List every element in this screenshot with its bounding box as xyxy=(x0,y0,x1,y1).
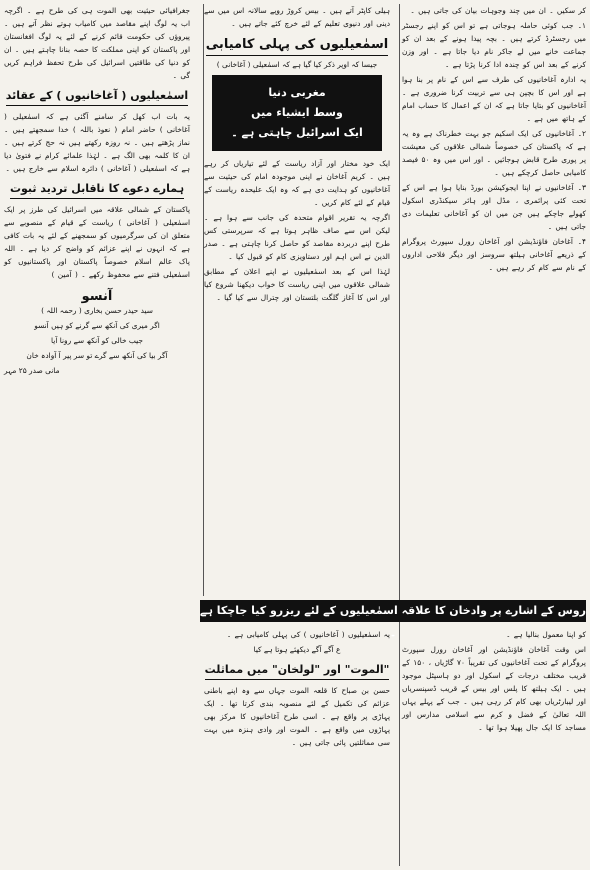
headline-text: ہمارے دعوے کا ناقابل تردید ثبوت xyxy=(10,181,184,199)
subheading-line: جیسا کہ اوپر ذکر کیا گیا ہے کہ اسمٰعیلی ( آغاخانی ) xyxy=(216,60,378,69)
poem-line: اگر میری کی آنکھ سے گرنے کو ہیں آنسو xyxy=(34,321,160,330)
column-divider xyxy=(399,4,400,866)
middle-column xyxy=(204,4,390,306)
paragraph: یہ بات اب کھل کر سامنے آگئی ہے کہ اسمٰعیلی ( آغاخانی ) حاضر امام ( نعوذ باللہ ) خدا سمجھتے ہیں ۔ نماز پڑھتے ہیں ۔ نہ روزہ رکھتے ہیں نہ حج کرتے ہیں ۔ ان کا کلمہ بھی الگ ہے ۔ لہٰذا علمائے کرام نے فتویٰ دیا ہے کہ اسمٰعیلی ( آغاخانی ) دائرہ اسلام سے خارج ہیں ۔ xyxy=(4,112,190,173)
paragraph: ۳۔ آغاخانیوں نے اپنا ایجوکیشن بورڈ بنایا ہوا ہے اس کے تحت کئی پرائمری ، مڈل اور ہائر سیکنڈری اسکول کھولے جاچکے ہیں جن میں ان کو آغاخانی تعلیمات دی جاتی ہیں ۔ xyxy=(402,183,586,231)
paragraph: ۱۔ جب کوئی حاملہ ہوجاتی ہے تو اس کو اپنے رجسٹر میں رجسٹرڈ کرتے ہیں ۔ بچہ پیدا ہونے کے بعد ان کو جماعت خانے میں لے جاکر نام دیا جاتا ہے ۔ اور وزن کرنے کے بعد اس کو چندہ ادا کرنا پڑتا ہے ۔ xyxy=(402,21,586,69)
poem-byline: سید حیدر حسن بخاری ( رحمہ اللہ ) xyxy=(41,306,153,315)
headline-text: "الموت" اور "لولخان" میں مماثلت xyxy=(205,662,390,680)
box-line: ایک اسرائیل چاہتی ہے ۔ xyxy=(231,126,363,139)
paragraph: ایک خود مختار اور آزاد ریاست کے لئے تیاریاں کر رہے ہیں ۔ کریم آغاخان نے اپنی موجودہ امام کی حیثیت سے آغاخانیوں کو ہدایت دی ہے کہ وہ ایک علیحدہ ریاست کے قیام کے لئے کام کریں ۔ xyxy=(204,159,390,207)
paragraph: لہٰذا اس کے بعد اسمٰعیلیوں نے اپنے اعلان کے مطابق شمالی علاقوں میں اپنی ریاست کا خواب دیکھنا شروع کیا اور اس کا آغاز گلگت بلتستان اور چترال سے کیا گیا ۔ xyxy=(204,267,390,302)
headline-text: اسمٰعیلیوں ( آغاخانیوں ) کے عقائد xyxy=(6,88,188,106)
middle-column-continuation xyxy=(204,628,390,751)
highlight-box xyxy=(212,75,382,151)
paragraph: کو اپنا معمول بنالیا ہے ۔ xyxy=(506,630,586,639)
paragraph: یہ ادارہ آغاخانیوں کی طرف سے اس کے نام پر بنا ہوا ہے اور اس کا بچپن ہی سے تربیت کرنا ضروری ہے ۔ آغاخانیوں کو بتایا جاتا ہے کہ ان کے اعمال کا حساب امام کے ہاتھ میں ہے ۔ xyxy=(402,75,586,123)
paragraph: ہیلی کاپٹر آتے ہیں ۔ بیس کروڑ روپے سالانہ اس میں سے دینی اور دنیوی تعلیم کے لئے خرچ کئے جاتے ہیں ۔ xyxy=(204,6,390,28)
right-column-continuation xyxy=(402,628,586,736)
poem-line: جیب خالی کو آنکھ سے رونا آیا xyxy=(51,336,143,345)
paragraph: کر سکیں ۔ ان میں چند وجوہات بیان کی جاتی ہیں ۔ xyxy=(410,6,586,15)
article-headline xyxy=(4,181,190,199)
verse-line: ع آگے آگے دیکھئے ہوتا ہے کیا xyxy=(253,645,341,654)
poem-title: آنسو xyxy=(81,289,113,304)
box-line: مغربی دنیا xyxy=(268,86,326,99)
paragraph: ۴۔ آغاخان فاؤنڈیشن اور آغاخان رورل سپورٹ پروگرام کے ذریعے آغاخانی ہیلتھ سروسز اور دیگر فلاحی اداروں کے نام سے کام کر رہے ہیں ۔ xyxy=(402,237,586,272)
box-line: وسط ایشیاء میں xyxy=(251,106,343,119)
paragraph: پاکستان کے شمالی علاقہ میں اسرائیل کی طرز پر ایک اسمٰعیلی ( آغاخانی ) ریاست کے قیام کے منصوبے سے متعلق ان کی سرگرمیوں کو سمجھنے کے لئے یہ بات کافی ہے کہ انہوں نے اپنے عزائم کو واضح کر دیا ہے ۔ اللہ پاک عالم اسلام خصوصاً پاکستان اور پاکستانیوں کو اسمٰعیلی فتنے سے محفوظ رکھے ۔ ( آمین ) xyxy=(4,205,190,279)
right-column xyxy=(402,4,586,276)
paragraph: یہ اسمٰعیلیوں ( آغاخانیوں ) کی پہلی کامیابی ہے ۔ xyxy=(226,630,390,639)
paragraph: ۲۔ آغاخانیوں کی ایک اسکیم جو بہت خطرناک ہے وہ یہ ہے کہ پاکستان کی خصوصاً شمالی علاقوں کی معیشت پر پوری طرح قابض ہوجائیں ۔ اور اس میں وہ ۵۰ فیصد کامیابی حاصل کرچکے ہیں ۔ xyxy=(402,129,586,177)
left-column xyxy=(4,4,190,382)
poem-line: آگر بیا کی آنکھ سے گرے تو سر پیر آ آوادہ خان xyxy=(26,351,168,360)
paragraph: جغرافیائی حیثیت بھی الموت ہی کی طرح ہے ۔ اگرچہ اب یہ لوگ اپنے مقاصد میں کامیاب ہوتے نظر آتے ہیں ۔ پیروؤں کی حکومت قائم کرنے کے لئے یہ لوگ افغانستان اور پاکستان کو اپنی مملکت کا حصہ بنانا چاہتے ہیں ۔ ان کو دنیا کی طاقتیں اسرائیل کی طرح تحفظ فراہم کریں گی ۔ xyxy=(4,6,190,80)
banner-headline: روس کے اشارے پر وادخان کا علاقہ اسمٰعیلیوں کے لئے ریزرو کیا جاچکا ہے ۔ xyxy=(200,600,586,622)
article-headline xyxy=(204,662,390,680)
article-headline xyxy=(204,36,390,56)
poem-signature: مانی صدر ۲۵ مہر xyxy=(4,366,60,375)
headline-text: اسمٰعیلیوں کی پہلی کامیابی xyxy=(206,36,388,56)
article-headline xyxy=(4,88,190,106)
paragraph: حسن بن صباح کا قلعہ الموت جہاں سے وہ اپنے باطنی عزائم کی تکمیل کے لئے منصوبہ بندی کرتا تھا ۔ ایک پہاڑی پر واقع ہے ۔ اسی طرح آغاخانیوں کا مرکز بھی پہاڑوں میں واقع ہے ۔ الموت اور وادی ہنزہ میں بہت سی مماثلتیں پائی جاتی ہیں ۔ xyxy=(204,686,390,747)
paragraph: اس وقت آغاخان فاؤنڈیشن اور آغاخان رورل سپورٹ پروگرام کے تحت آغاخانیوں کی تقریباً ۷۰ گاڑیاں ، ۱۵۰ کے قریب مختلف درجات کے اسکول اور دو ہاسپٹل موجود ہیں ۔ ایک ہیلتھ کا پلس اور بیس کے قریب ڈسپنسریاں اور لیبارٹریاں بھی کام کر رہی ہیں ۔ جب کے پہلے یہاں اللہ تعالیٰ کے فضل و کرم سے اسلامی مدارس اور مساجد کا ایک جال پھیلا ہوا تھا ۔ xyxy=(402,645,586,732)
paragraph: اگرچہ یہ تقریر اقوام متحدہ کی جانب سے ہوا ہے ۔ لیکن اس سے صاف ظاہر ہوتا ہے کہ سرپرستی کس طرح اپنے دربردہ مقاصد کو حاصل کرنا چاہتی ہے ۔ صدر الدین نے اس اہم اور دستاویزی کام کو قبول کیا ۔ xyxy=(204,213,390,261)
